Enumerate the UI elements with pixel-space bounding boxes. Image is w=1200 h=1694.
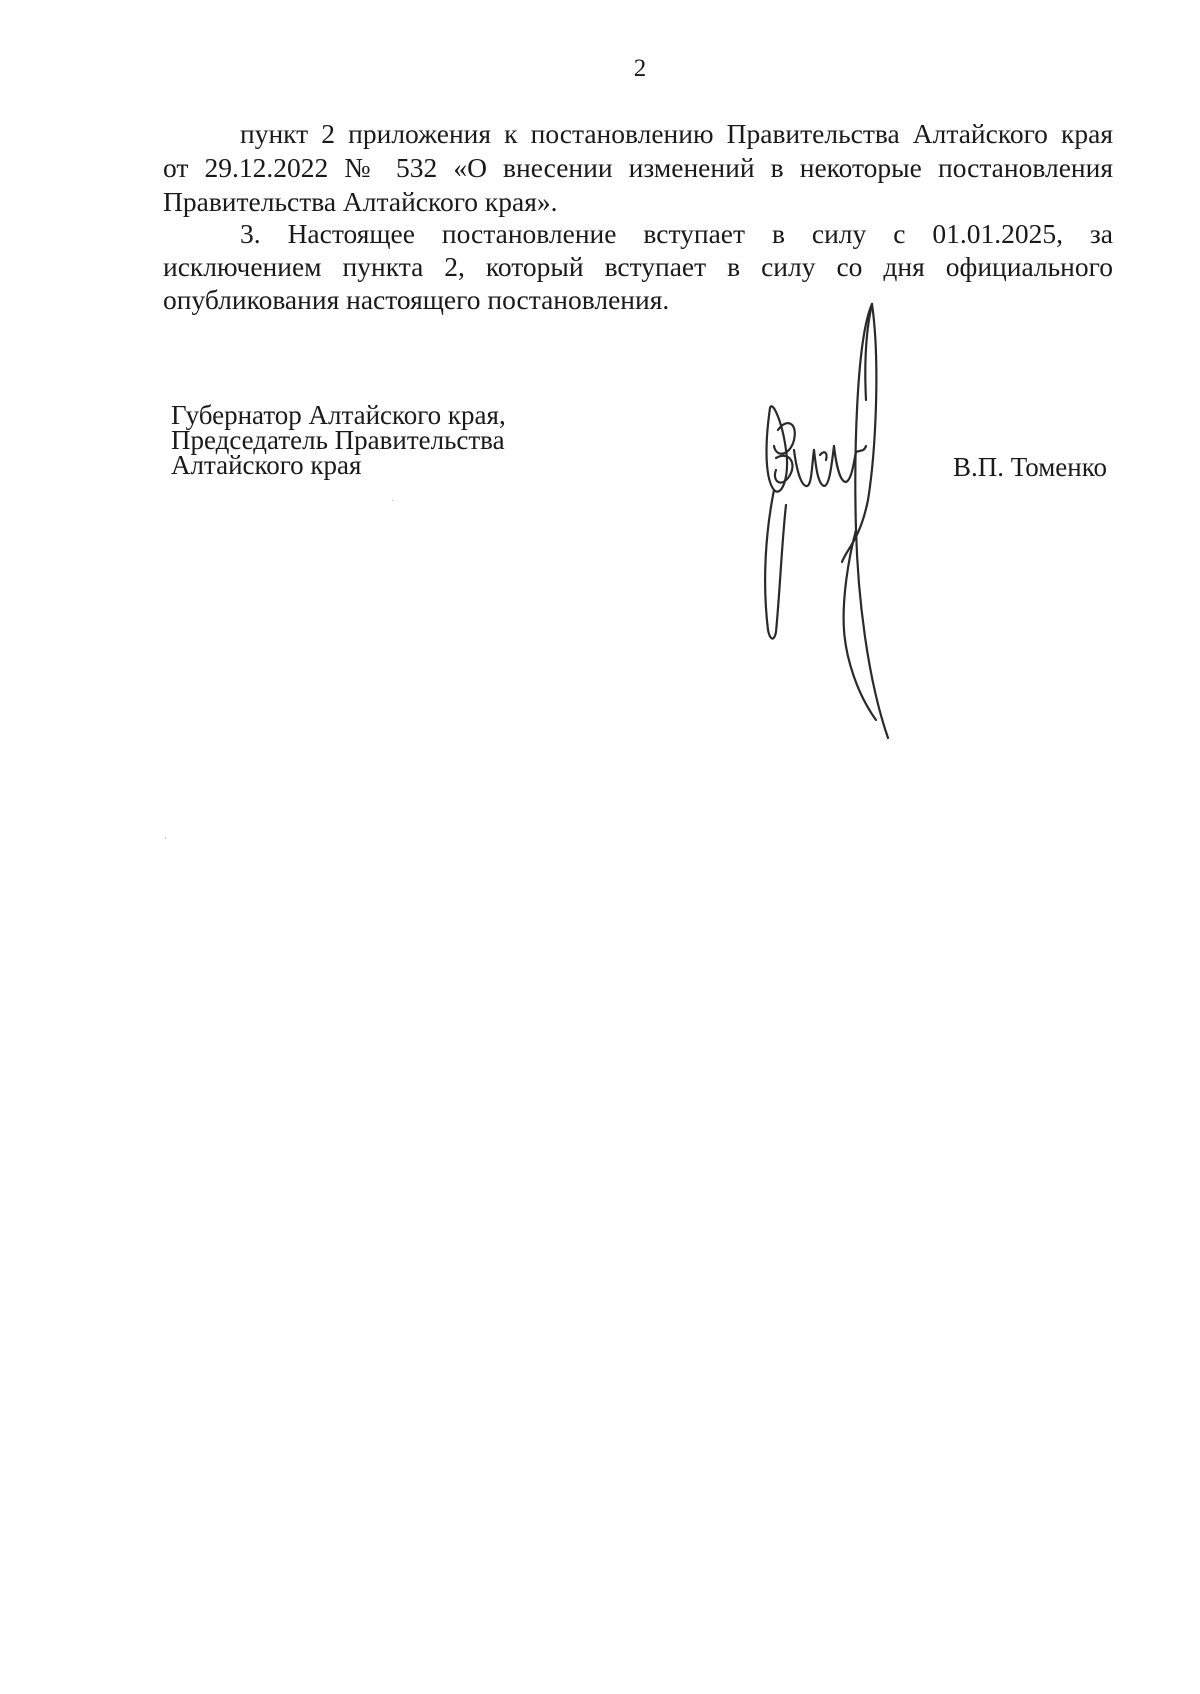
page-number: 2 xyxy=(633,55,647,82)
signer-position-line: Председатель Правительства xyxy=(171,425,505,455)
body-line: исключением пункта 2, который вступает в силу со дня официального xyxy=(163,251,1113,282)
body-line: Правительства Алтайского края». xyxy=(163,186,558,217)
body-line: пункт 2 приложения к постановлению Правительства Алтайского края xyxy=(240,118,1113,149)
body-line: 3. Настоящее постановление вступает в силу с 01.01.2025, за xyxy=(240,218,1113,249)
body-line: от 29.12.2022 № 532 «О внесении изменений в некоторые постановления xyxy=(163,152,1113,183)
signer-position-line: Губернатор Алтайского края, xyxy=(171,400,506,430)
scan-speck xyxy=(392,500,394,501)
scan-speck xyxy=(165,837,166,839)
handwritten-signature xyxy=(760,300,910,740)
signer-position-line: Алтайского края xyxy=(171,450,362,480)
signer-position xyxy=(171,400,506,480)
signer-name: В.П. Томенко xyxy=(953,452,1107,482)
body-line: опубликования настоящего постановления. xyxy=(163,284,670,315)
